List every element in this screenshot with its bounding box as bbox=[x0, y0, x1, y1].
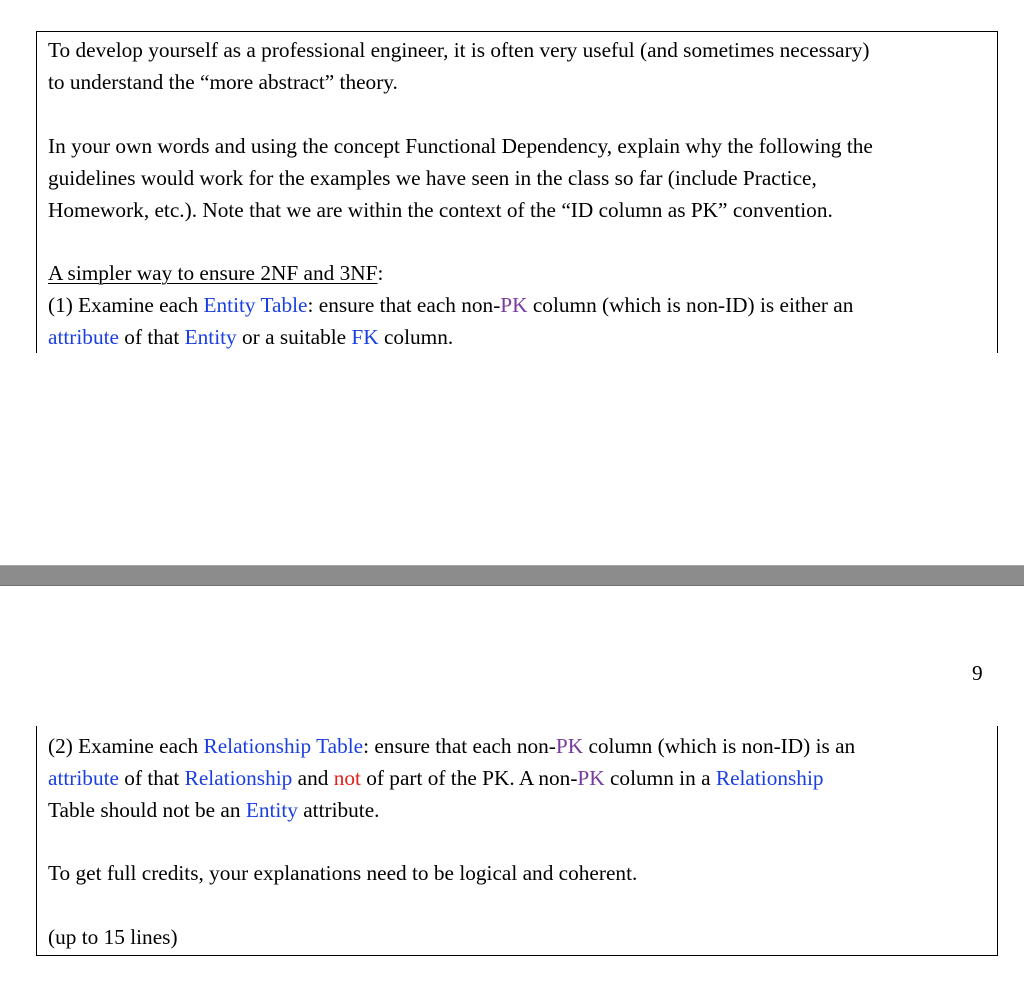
rule-2-text: : ensure that each non- bbox=[363, 734, 556, 758]
rule-2-text: of that bbox=[118, 766, 185, 790]
rule-1-text: or a suitable bbox=[236, 325, 352, 349]
rule-2-line-2 bbox=[48, 762, 824, 794]
rule-2-text: column (which is non-ID) is an bbox=[583, 734, 856, 758]
credits-note: To get full credits, your explanations need to be logical and coherent. bbox=[48, 861, 638, 885]
term-fk: FK bbox=[351, 325, 379, 349]
guideline-heading-colon: : bbox=[377, 261, 384, 285]
rule-2-text: Table should not be an bbox=[48, 798, 246, 822]
rule-2-prefix: (2) Examine each bbox=[48, 734, 204, 758]
intro-line-1: To develop yourself as a professional engineer, it is often very useful (and sometimes necessary) bbox=[48, 38, 870, 62]
term-relationship: Relationship bbox=[715, 766, 824, 790]
rule-2-text: attribute. bbox=[297, 798, 380, 822]
term-pk: PK bbox=[577, 766, 605, 790]
intro-line-2: to understand the “more abstract” theory. bbox=[48, 70, 398, 94]
task-line-1: In your own words and using the concept Functional Dependency, explain why the following the bbox=[48, 134, 873, 158]
term-attribute: attribute bbox=[48, 766, 119, 790]
term-pk: PK bbox=[555, 734, 584, 758]
term-entity: Entity bbox=[245, 798, 298, 822]
task-line-2: guidelines would work for the examples we have seen in the class so far (include Practice, bbox=[48, 166, 817, 190]
page-separator bbox=[0, 565, 1024, 586]
term-relationship: Relationship bbox=[184, 766, 293, 790]
task-line-3: Homework, etc.). Note that we are within the context of the “ID column as PK” convention. bbox=[48, 198, 833, 222]
guideline-heading-text: A simpler way to ensure 2NF and 3NF bbox=[48, 261, 378, 285]
term-entity: Entity bbox=[184, 325, 237, 349]
guideline-heading bbox=[48, 257, 383, 289]
rule-1-text: column (which is non-ID) is either an bbox=[527, 293, 854, 317]
rule-2-text: and bbox=[292, 766, 334, 790]
rule-2-text: column in a bbox=[604, 766, 716, 790]
rule-1-text: : ensure that each non- bbox=[307, 293, 501, 317]
rule-1-line-2 bbox=[48, 321, 453, 353]
rule-1-prefix: (1) Examine each bbox=[48, 293, 204, 317]
length-note: (up to 15 lines) bbox=[48, 925, 178, 949]
rule-1-line-1 bbox=[48, 289, 853, 321]
term-not: not bbox=[333, 766, 361, 790]
page-number: 9 bbox=[972, 661, 983, 685]
rule-2-text: of part of the PK. A non- bbox=[360, 766, 578, 790]
rule-1-text: of that bbox=[118, 325, 185, 349]
term-entity-table: Entity Table bbox=[203, 293, 308, 317]
term-relationship-table: Relationship Table bbox=[203, 734, 364, 758]
rule-2-line-3 bbox=[48, 794, 380, 826]
rule-2-line-1 bbox=[48, 730, 855, 762]
term-attribute: attribute bbox=[48, 325, 119, 349]
rule-1-text: column. bbox=[378, 325, 454, 349]
term-pk: PK bbox=[500, 293, 528, 317]
